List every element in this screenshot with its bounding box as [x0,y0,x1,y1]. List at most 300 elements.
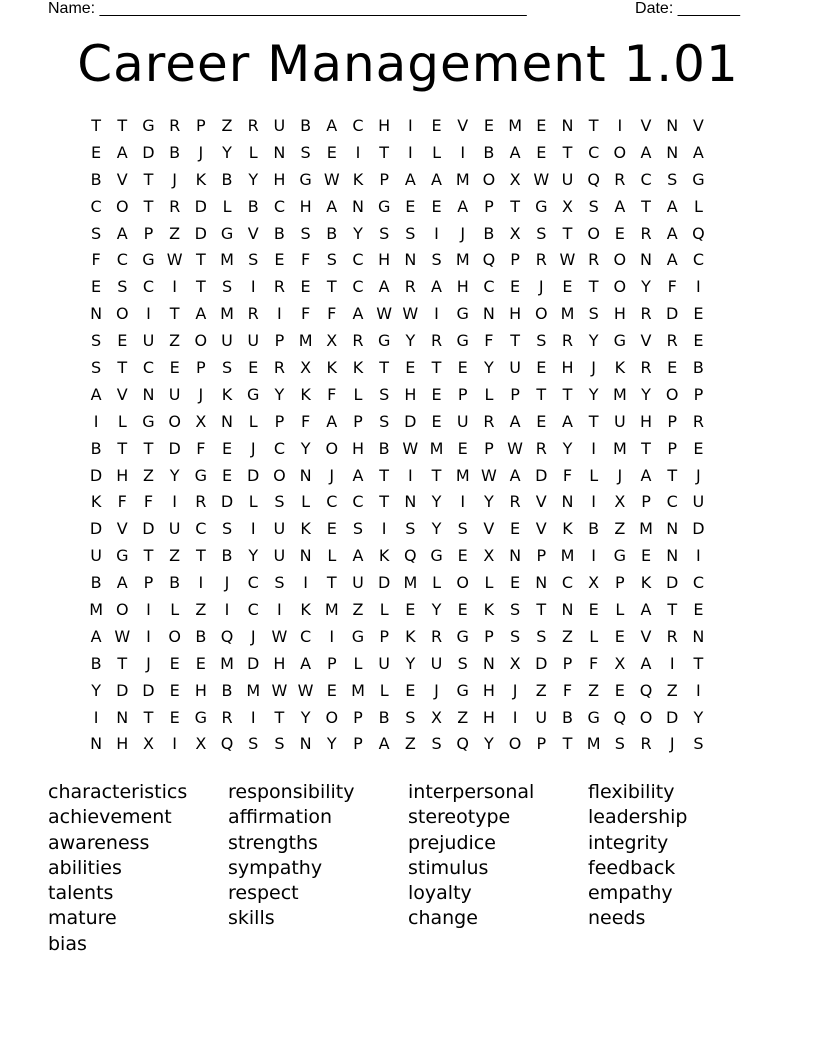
grid-letter: F [300,304,311,324]
grid-letter: X [509,169,521,189]
grid-letter: G [142,411,155,431]
grid-letter: I [407,115,413,135]
grid-letter: B [483,142,495,162]
grid-letter: X [561,196,573,216]
grid-letter: G [456,304,469,324]
grid-letter: X [326,331,338,351]
grid-letter: M [351,680,365,700]
grid-letter: A [195,304,207,324]
grid-letter: L [379,599,389,619]
grid-letter: C [273,196,285,216]
grid-letter: N [221,411,234,431]
grid-letter: S [221,357,233,377]
grid-letter: E [431,196,442,216]
grid-letter: D [404,411,417,431]
grid-letter: Y [300,707,311,727]
word-item: change [408,907,478,930]
grid-letter: E [326,680,337,700]
grid-letter: U [430,653,443,673]
grid-letter: H [561,357,574,377]
grid-letter: S [405,519,416,539]
grid-letter: I [696,277,701,297]
grid-letter: O [639,707,653,727]
grid-letter: X [142,734,154,754]
grid-letter: P [274,331,285,351]
grid-letter: U [561,169,574,189]
grid-letter: I [381,519,387,539]
grid-letter: A [352,546,364,566]
grid-letter: T [117,438,128,458]
grid-letter: N [561,599,574,619]
grid-letter: E [640,546,652,566]
word-item: abilities [48,856,122,879]
grid-letter: M [324,599,339,619]
grid-letter: Z [588,680,600,700]
grid-letter: I [146,626,151,646]
grid-row [83,542,712,569]
grid-letter: M [560,546,575,566]
grid-letter: S [91,357,102,377]
grid-row [83,354,712,381]
grid-letter: P [274,411,285,431]
grid-letter: R [561,331,574,351]
grid-letter: S [693,734,704,754]
grid-letter: U [168,519,181,539]
grid-letter: P [143,573,154,593]
grid-letter: R [588,250,600,270]
grid-letter: E [562,277,573,297]
grid-letter: E [169,653,180,673]
grid-letter: E [693,599,704,619]
grid-row [83,569,712,596]
grid-letter: L [222,196,232,216]
grid-letter: E [510,573,521,593]
grid-row [83,462,712,489]
grid-letter: E [326,142,337,162]
grid-letter: Y [222,142,232,162]
grid-letter: M [455,250,470,270]
word-list [48,780,768,957]
grid-letter: G [247,384,260,404]
grid-letter: B [378,438,390,458]
grid-letter: O [115,599,129,619]
grid-letter: M [429,438,444,458]
grid-letter: U [613,411,626,431]
word-column [588,780,768,957]
grid-letter: E [405,357,416,377]
grid-letter: Y [274,384,285,404]
grid-letter: A [614,196,626,216]
grid-letter: C [640,169,652,189]
word-item: empathy [588,882,673,905]
grid-letter: Q [404,546,417,566]
grid-letter: E [91,277,102,297]
grid-letter: D [142,680,155,700]
grid-letter: B [195,626,207,646]
date-field [635,0,740,18]
grid-letter: E [274,250,285,270]
grid-letter: S [379,384,390,404]
grid-letter: A [640,653,652,673]
grid-letter: O [613,250,627,270]
grid-letter: H [351,438,364,458]
grid-letter: C [352,115,364,135]
grid-letter: D [142,142,155,162]
grid-letter: I [250,707,256,727]
grid-letter: T [326,277,337,297]
header [48,0,740,18]
grid-letter: Q [220,734,234,754]
grid-letter: G [142,115,155,135]
grid-letter: L [248,142,258,162]
grid-letter: O [587,223,600,243]
grid-letter: S [431,734,442,754]
grid-letter: N [404,492,417,512]
grid-letter: Y [641,277,651,297]
grid-letter: W [271,626,288,646]
page-title: Career Management 1.01 [77,35,739,93]
grid-letter: I [669,653,675,673]
grid-letter: I [434,223,439,243]
grid-letter: A [431,169,442,189]
grid-letter: E [117,331,128,351]
grid-row [83,623,712,650]
grid-letter: U [692,492,705,512]
grid-letter: Q [639,680,653,700]
grid-letter: I [172,734,178,754]
grid-letter: A [326,196,338,216]
grid-letter: H [194,680,207,700]
grid-letter: F [143,492,154,512]
grid-letter: M [508,115,522,135]
grid-letter: P [536,734,547,754]
grid-letter: L [301,492,311,512]
grid-letter: I [250,519,256,539]
grid-letter: H [482,707,495,727]
grid-letter: X [195,411,207,431]
grid-letter: E [195,653,206,673]
grid-letter: X [483,546,495,566]
grid-letter: F [562,465,573,485]
grid-letter: N [666,546,679,566]
grid-letter: B [326,223,338,243]
grid-letter: C [352,277,364,297]
grid-letter: E [693,304,704,324]
grid-letter: P [667,438,678,458]
grid-letter: G [142,250,155,270]
grid-letter: O [613,142,627,162]
grid-letter: T [379,492,390,512]
word-item: prejudice [408,831,496,854]
word-item: sympathy [228,856,323,879]
grid-row [83,408,712,435]
grid-row [83,730,712,757]
word-column [228,780,408,957]
grid-letter: A [326,411,338,431]
grid-letter: A [666,196,678,216]
grid-letter: J [538,277,544,297]
grid-letter: X [431,707,443,727]
grid-letter: Q [482,250,496,270]
grid-letter: N [299,546,312,566]
grid-letter: J [198,384,204,404]
grid-letter: H [456,277,469,297]
grid-letter: G [613,546,627,566]
grid-letter: D [194,223,207,243]
grid-letter: Y [405,331,416,351]
grid-letter: Y [405,653,416,673]
grid-letter: V [640,626,652,646]
grid-letter: U [273,546,286,566]
grid-letter: X [588,573,600,593]
grid-letter: A [666,223,678,243]
grid-letter: I [224,599,230,619]
word-item: characteristics [48,781,188,803]
grid-letter: D [666,573,679,593]
grid-letter: N [273,142,286,162]
grid-letter: R [430,331,443,351]
word-item: strengths [228,831,318,854]
grid-letter: K [562,519,573,539]
grid-letter: T [195,546,206,566]
grid-letter: B [90,438,102,458]
grid-letter: A [692,142,704,162]
grid-letter: F [327,304,337,324]
grid-letter: C [142,357,155,377]
grid-letter: Z [169,223,181,243]
word-item: bias [48,932,87,955]
grid-letter: A [116,142,128,162]
grid-letter: B [90,653,102,673]
grid-letter: D [89,519,103,539]
grid-letter: P [667,411,678,431]
grid-letter: I [591,492,597,512]
grid-letter: A [90,626,102,646]
grid-letter: B [247,196,259,216]
grid-letter: S [91,223,102,243]
grid-letter: M [560,304,575,324]
grid-letter: B [378,707,390,727]
grid-letter: P [196,115,206,135]
grid-letter: E [169,707,180,727]
grid-letter: S [457,519,468,539]
grid-letter: X [614,653,626,673]
grid-letter: Y [562,438,573,458]
grid-letter: V [116,169,128,189]
grid-letter: H [640,411,653,431]
grid-letter: Y [169,465,180,485]
grid-letter: P [196,357,206,377]
grid-letter: R [509,492,521,512]
grid-row [83,488,712,515]
grid-letter: X [509,653,521,673]
grid-letter: P [484,626,494,646]
grid-letter: Z [457,707,469,727]
grid-letter: G [116,546,129,566]
grid-letter: O [325,707,339,727]
grid-letter: J [329,465,335,485]
grid-letter: M [639,519,653,539]
grid-letter: U [273,115,286,135]
word-item: loyalty [408,882,472,905]
grid-letter: C [247,573,259,593]
grid-letter: Z [142,465,154,485]
grid-letter: F [589,653,599,673]
grid-letter: R [640,304,652,324]
grid-letter: Y [300,438,311,458]
grid-letter: G [456,331,469,351]
grid-letter: N [666,519,679,539]
grid-letter: S [221,519,233,539]
grid-letter: M [220,304,234,324]
grid-letter: D [116,680,129,700]
grid-letter: A [561,411,573,431]
grid-letter: C [247,599,259,619]
grid-letter: U [168,384,181,404]
grid-letter: S [274,573,285,593]
grid-letter: Z [535,680,547,700]
grid-letter: T [195,250,206,270]
grid-letter: I [172,492,178,512]
grid-row [83,435,712,462]
grid-letter: T [431,357,442,377]
grid-letter: T [117,653,128,673]
grid-letter: E [536,357,547,377]
grid-row [83,300,712,327]
grid-letter: N [90,304,103,324]
grid-letter: N [666,115,679,135]
grid-letter: Q [692,223,705,243]
grid-letter: G [456,626,469,646]
grid-letter: A [116,223,128,243]
grid-row [83,246,712,273]
grid-letter: U [378,653,391,673]
grid-letter: S [379,223,390,243]
grid-letter: S [405,707,416,727]
grid-letter: K [614,357,626,377]
grid-letter: E [221,465,233,485]
grid-letter: H [273,653,286,673]
grid-letter: J [434,680,439,700]
grid-letter: E [91,142,102,162]
grid-letter: Z [614,519,626,539]
grid-letter: T [274,707,285,727]
grid-letter: E [221,438,233,458]
grid-letter: T [117,115,128,135]
grid-letter: J [669,734,675,754]
grid-letter: I [93,411,99,431]
grid-letter: A [404,169,416,189]
word-item: integrity [588,831,669,854]
grid-row [83,220,712,247]
grid-letter: B [300,115,312,135]
grid-letter: W [323,169,340,189]
grid-letter: S [326,250,337,270]
grid-letter: U [142,331,155,351]
grid-letter: F [484,331,494,351]
grid-letter: E [693,331,704,351]
grid-letter: W [507,438,523,458]
grid-letter: R [195,492,207,512]
grid-letter: N [299,465,312,485]
grid-letter: B [273,223,285,243]
grid-letter: K [195,169,207,189]
grid-letter: I [146,304,151,324]
word-item: skills [228,907,275,930]
grid-letter: R [352,331,364,351]
grid-letter: G [692,169,705,189]
grid-letter: W [402,438,419,458]
grid-letter: T [667,599,678,619]
grid-letter: Y [484,357,494,377]
grid-letter: I [591,438,597,458]
grid-letter: W [533,169,550,189]
grid-letter: P [353,707,363,727]
grid-letter: N [299,734,312,754]
grid-letter: A [378,734,390,754]
grid-letter: X [300,357,312,377]
grid-letter: J [460,223,466,243]
grid-letter: P [536,546,547,566]
grid-letter: T [431,465,442,485]
grid-letter: E [169,680,180,700]
word-item: talents [48,882,114,905]
grid-letter: W [297,680,314,700]
grid-letter: D [377,573,391,593]
grid-letter: I [355,142,361,162]
word-column [408,780,588,957]
grid-letter: T [536,384,547,404]
grid-letter: N [142,384,155,404]
word-item: affirmation [228,806,333,829]
grid-letter: L [248,411,258,431]
grid-letter: U [273,519,286,539]
grid-letter: T [143,546,154,566]
grid-letter: S [221,277,233,297]
grid-letter: P [484,438,494,458]
grid-letter: I [172,277,178,297]
grid-letter: L [432,573,441,593]
grid-letter: A [431,277,442,297]
word-item: interpersonal [408,781,535,803]
grid-letter: S [274,734,285,754]
grid-letter: E [248,357,259,377]
grid-letter: H [116,465,129,485]
grid-row [83,327,712,354]
grid-letter: I [198,573,204,593]
grid-letter: D [247,465,260,485]
grid-letter: E [614,680,625,700]
grid-letter: O [115,304,129,324]
grid-letter: B [90,573,102,593]
grid-letter: M [246,680,261,700]
grid-letter: L [353,653,363,673]
grid-letter: P [353,734,363,754]
grid-letter: A [352,465,364,485]
grid-letter: A [116,573,128,593]
grid-letter: S [248,734,259,754]
word-item: respect [228,882,299,905]
grid-letter: L [379,680,389,700]
grid-letter: N [561,492,574,512]
grid-letter: K [640,573,652,593]
grid-letter: R [430,626,443,646]
grid-letter: Y [641,384,651,404]
grid-letter: F [300,411,311,431]
grid-letter: E [483,115,494,135]
grid-letter: T [641,196,651,216]
grid-letter: Y [431,599,442,619]
